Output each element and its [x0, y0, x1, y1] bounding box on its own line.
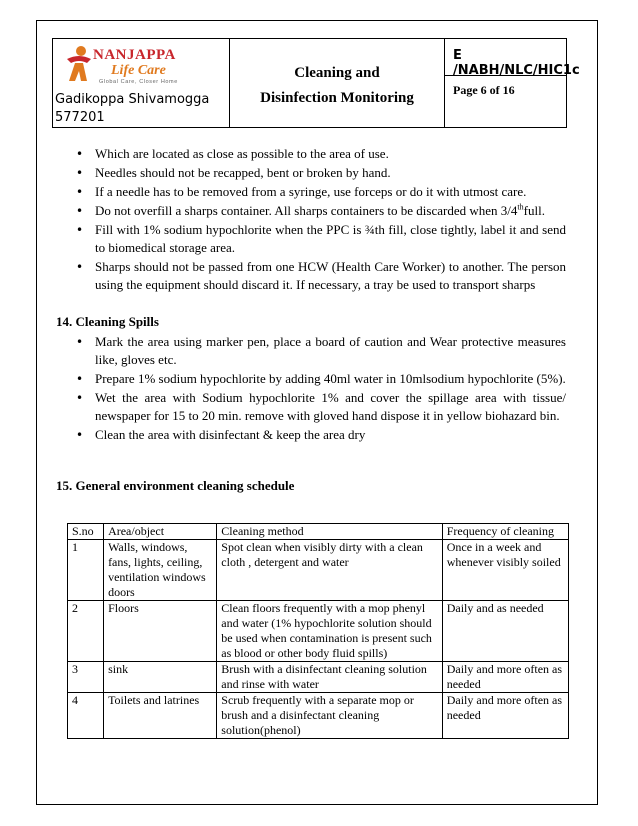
page-number: Page 6 of 16	[453, 83, 515, 97]
list-item	[66, 202, 566, 220]
column-header: Frequency of cleaning	[442, 524, 568, 540]
address-line-1: Gadikoppa Shivamogga	[55, 92, 210, 107]
hospital-logo	[59, 43, 229, 87]
table-cell: 4	[68, 693, 104, 739]
overfill-tail: full.	[523, 203, 545, 218]
list-item: • Fill with 1% sodium hypochlorite when the PPC is ¾th fill, close tightly, label it and send to biomedical storage area.	[66, 221, 566, 257]
logo-brand-name: NANJAPPA	[93, 47, 176, 63]
overfill-text: Do not overfill a sharps container. All sharps containers to be discarded when 3/4	[95, 203, 518, 218]
table-cell: sink	[104, 662, 217, 693]
document-header	[52, 38, 580, 128]
table-cell: Daily and more often as needed	[442, 662, 568, 693]
hospital-address	[53, 91, 209, 127]
header-title-cell	[230, 39, 445, 127]
title-line-2: Disinfection Monitoring	[260, 90, 414, 106]
table-row	[68, 601, 569, 662]
table-cell: Brush with a disinfectant cleaning solution and rinse with water	[217, 662, 442, 693]
section-14-heading: 14. Cleaning Spills	[56, 314, 159, 329]
list-item: • Wet the area with Sodium hypochlorite 1% and cover the spillage area with tissue/ newspaper for 15 to 20 min. remove with gloved hand dispose it in yellow biohazard bin.	[66, 389, 566, 425]
table-cell: Toilets and latrines	[104, 693, 217, 739]
table-cell: Daily and more often as needed	[442, 693, 568, 739]
list-item: • Prepare 1% sodium hypochlorite by adding 40ml water in 10mlsodium hypochlorite (5%).	[66, 370, 566, 388]
header-logo-cell	[53, 39, 230, 127]
column-header: Cleaning method	[217, 524, 442, 540]
logo-tagline: Global Care, Closer Home	[99, 79, 178, 85]
overfill-superscript: th	[517, 202, 524, 212]
list-item: • If a needle has to be removed from a syringe, use forceps or do it with utmost care.	[66, 183, 566, 201]
table-row	[68, 693, 569, 739]
sharps-bullet-list	[66, 145, 566, 294]
address-line-2: 577201	[55, 110, 105, 125]
title-line-1: Cleaning and	[294, 65, 380, 81]
list-item: • Mark the area using marker pen, place a board of caution and Wear protective measures like, gloves etc.	[66, 333, 566, 369]
list-item: • Which are located as close as possible to the area of use.	[66, 145, 566, 163]
table-cell: Floors	[104, 601, 217, 662]
table-cell: 3	[68, 662, 104, 693]
document-body	[56, 145, 566, 497]
section-15-heading: 15. General environment cleaning schedule	[56, 478, 295, 493]
table-header-row	[68, 524, 569, 540]
table-row	[68, 662, 569, 693]
table-cell: Daily and as needed	[442, 601, 568, 662]
column-header: Area/object	[104, 524, 217, 540]
list-item: • Needles should not be recapped, bent or broken by hand.	[66, 164, 566, 182]
table-cell: Clean floors frequently with a mop phenyl and water (1% hypochlorite solution should be used when contamination is present such as blood or other body fluid spills)	[217, 601, 442, 662]
logo-brand-subname: Life Care	[111, 63, 166, 78]
column-header: S.no	[68, 524, 104, 540]
logo-figure-icon	[61, 45, 95, 85]
table-cell: Once in a week and whenever visibly soiled	[442, 540, 568, 601]
spills-bullet-list	[66, 333, 566, 444]
list-item: • Sharps should not be passed from one HCW (Health Care Worker) to another. The person using the equipment should discard it. If necessary, a tray be used to transport sharps	[66, 258, 566, 294]
list-item: • Clean the area with disinfectant & keep the area dry	[66, 426, 566, 444]
table-cell: 1	[68, 540, 104, 601]
table-cell: Spot clean when visibly dirty with a clean cloth , detergent and water	[217, 540, 442, 601]
header-id-cell	[445, 39, 580, 127]
table-cell: Walls, windows, fans, lights, ceiling, ventilation windows doors	[104, 540, 217, 601]
document-title	[230, 61, 444, 111]
document-id: E /NABH/NLC/HIC1c	[445, 39, 566, 76]
table-cell: 2	[68, 601, 104, 662]
table-cell: Scrub frequently with a separate mop or brush and a disinfectant cleaning solution(phenol)	[217, 693, 442, 739]
table-row	[68, 540, 569, 601]
cleaning-schedule-table	[67, 523, 569, 739]
